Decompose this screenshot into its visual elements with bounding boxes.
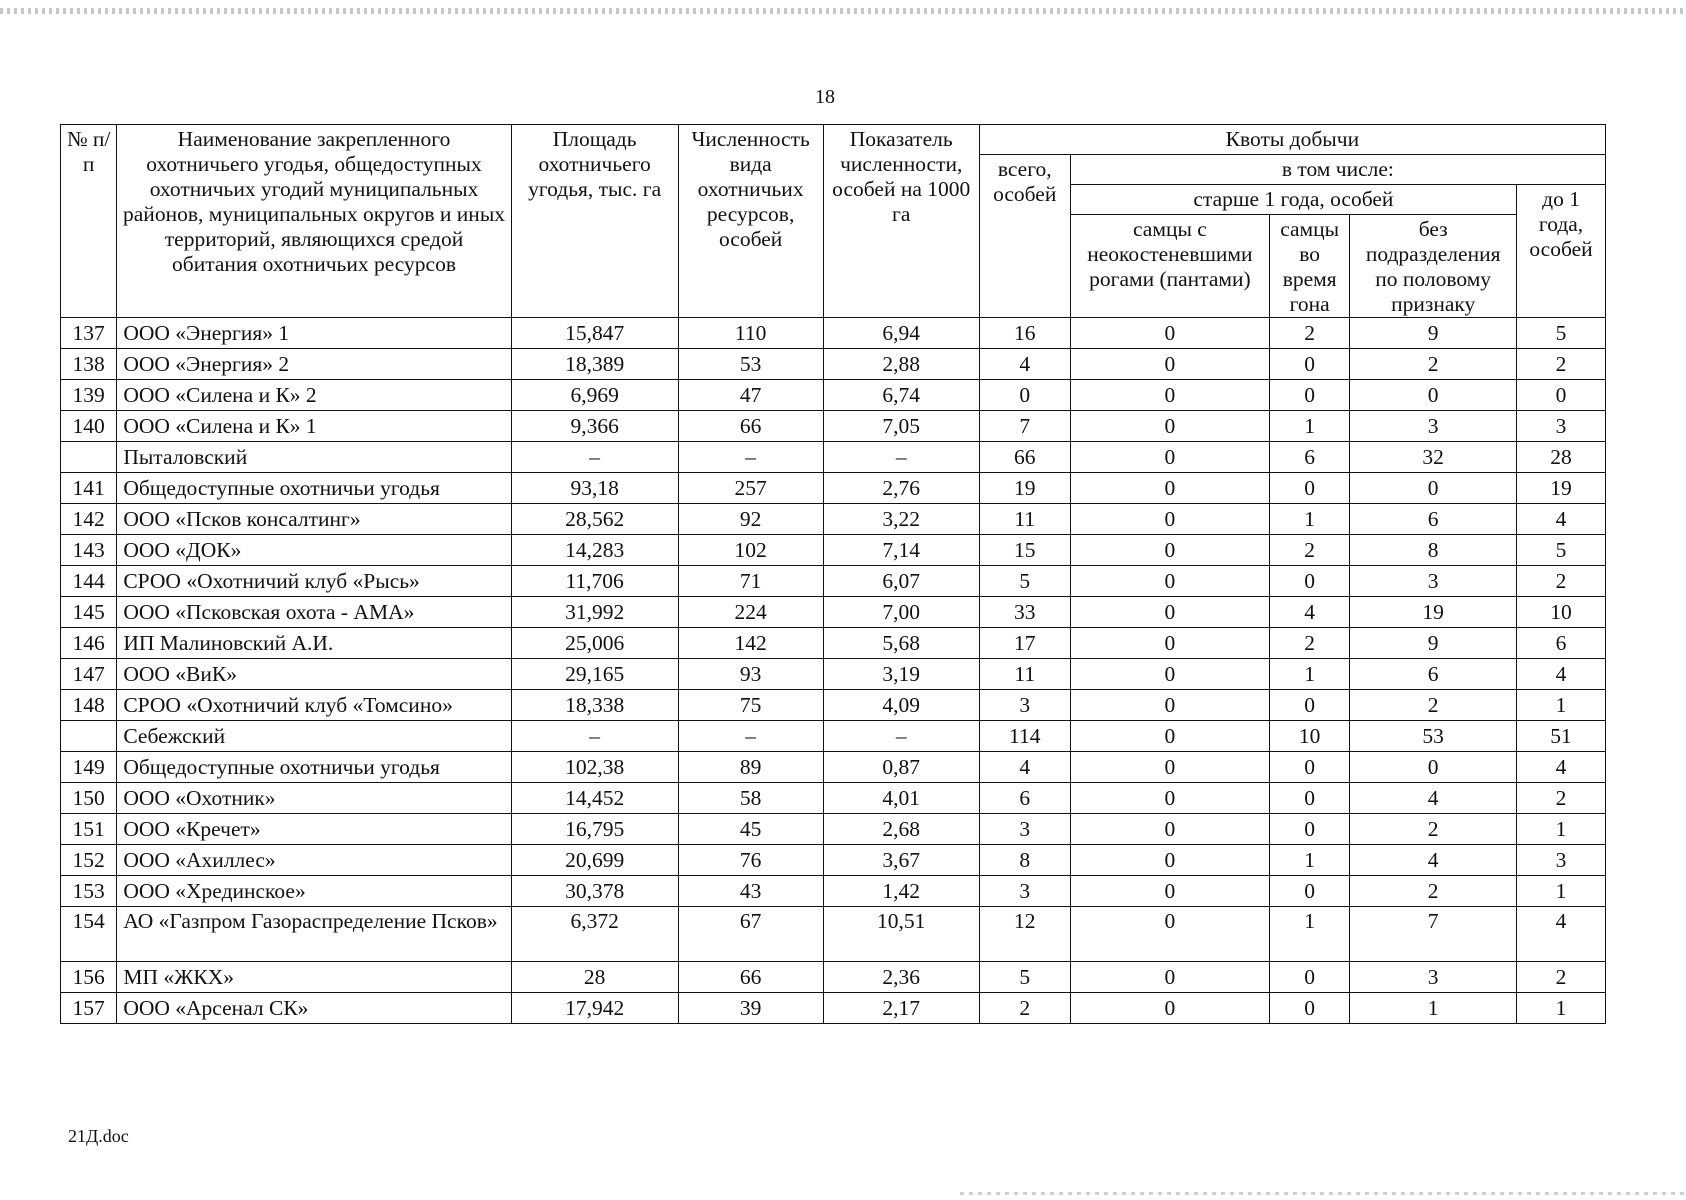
table-header xyxy=(61,125,1606,318)
cell-no-sex: 6 xyxy=(1350,504,1517,535)
cell-rut: 0 xyxy=(1270,876,1350,907)
header-num: № п/п xyxy=(61,125,117,318)
cell-num: 151 xyxy=(61,814,117,845)
table-row xyxy=(61,690,1606,721)
cell-density: 10,51 xyxy=(823,907,979,962)
cell-area: 14,452 xyxy=(511,783,678,814)
cell-population: – xyxy=(678,721,823,752)
cell-under-year: 5 xyxy=(1517,318,1606,349)
cell-rut: 0 xyxy=(1270,962,1350,993)
cell-density: 5,68 xyxy=(823,628,979,659)
header-under-year: до 1 года, особей xyxy=(1517,185,1606,318)
cell-num: 143 xyxy=(61,535,117,566)
cell-name: МП «ЖКХ» xyxy=(117,962,511,993)
cell-name: ООО «Энергия» 2 xyxy=(117,349,511,380)
cell-no-sex: 0 xyxy=(1350,380,1517,411)
cell-density: 2,17 xyxy=(823,993,979,1024)
cell-no-sex: 8 xyxy=(1350,535,1517,566)
cell-population: 58 xyxy=(678,783,823,814)
cell-total: 5 xyxy=(979,962,1070,993)
cell-total: 11 xyxy=(979,504,1070,535)
cell-total: 114 xyxy=(979,721,1070,752)
cell-density: 6,74 xyxy=(823,380,979,411)
table-row xyxy=(61,907,1606,962)
cell-num: 141 xyxy=(61,473,117,504)
cell-total: 0 xyxy=(979,380,1070,411)
cell-population: 66 xyxy=(678,411,823,442)
cell-under-year: 10 xyxy=(1517,597,1606,628)
cell-area: 6,969 xyxy=(511,380,678,411)
cell-velvet: 0 xyxy=(1070,411,1269,442)
table-row xyxy=(61,721,1606,752)
cell-name: СРОО «Охотничий клуб «Томсино» xyxy=(117,690,511,721)
cell-under-year: 3 xyxy=(1517,845,1606,876)
cell-density: 2,88 xyxy=(823,349,979,380)
cell-rut: 2 xyxy=(1270,628,1350,659)
cell-name: ООО «Энергия» 1 xyxy=(117,318,511,349)
table-row xyxy=(61,473,1606,504)
cell-under-year: 1 xyxy=(1517,814,1606,845)
cell-no-sex: 3 xyxy=(1350,566,1517,597)
cell-under-year: 2 xyxy=(1517,349,1606,380)
cell-total: 11 xyxy=(979,659,1070,690)
footer-filename: 21Д.doc xyxy=(68,1126,129,1146)
header-velvet: самцы с неокостеневшими рогами (пантами) xyxy=(1070,215,1269,318)
cell-no-sex: 2 xyxy=(1350,876,1517,907)
cell-name: ООО «Силена и К» 2 xyxy=(117,380,511,411)
cell-area: 25,006 xyxy=(511,628,678,659)
cell-area: 28 xyxy=(511,962,678,993)
cell-no-sex: 32 xyxy=(1350,442,1517,473)
cell-density: – xyxy=(823,721,979,752)
cell-population: 76 xyxy=(678,845,823,876)
cell-velvet: 0 xyxy=(1070,907,1269,962)
cell-total: 5 xyxy=(979,566,1070,597)
cell-no-sex: 4 xyxy=(1350,783,1517,814)
cell-name: ООО «Кречет» xyxy=(117,814,511,845)
cell-velvet: 0 xyxy=(1070,993,1269,1024)
cell-area: – xyxy=(511,721,678,752)
cell-rut: 0 xyxy=(1270,349,1350,380)
cell-density: 4,09 xyxy=(823,690,979,721)
cell-velvet: 0 xyxy=(1070,628,1269,659)
cell-under-year: 3 xyxy=(1517,411,1606,442)
cell-rut: 4 xyxy=(1270,597,1350,628)
cell-name: ООО «Псковская охота - АМА» xyxy=(117,597,511,628)
cell-density: 7,00 xyxy=(823,597,979,628)
table-row xyxy=(61,504,1606,535)
cell-no-sex: 2 xyxy=(1350,814,1517,845)
quota-table-container xyxy=(60,124,1606,1024)
cell-density: 3,67 xyxy=(823,845,979,876)
cell-area: 16,795 xyxy=(511,814,678,845)
table-row xyxy=(61,628,1606,659)
table-row xyxy=(61,783,1606,814)
table-row xyxy=(61,993,1606,1024)
table-row xyxy=(61,566,1606,597)
table-row xyxy=(61,814,1606,845)
cell-density: 7,14 xyxy=(823,535,979,566)
cell-density: 0,87 xyxy=(823,752,979,783)
cell-under-year: 51 xyxy=(1517,721,1606,752)
cell-area: – xyxy=(511,442,678,473)
cell-num: 154 xyxy=(61,907,117,962)
cell-no-sex: 9 xyxy=(1350,318,1517,349)
cell-population: 75 xyxy=(678,690,823,721)
cell-velvet: 0 xyxy=(1070,814,1269,845)
cell-density: 6,07 xyxy=(823,566,979,597)
header-no-sex: без подразделения по половому признаку xyxy=(1350,215,1517,318)
cell-density: 3,22 xyxy=(823,504,979,535)
table-row xyxy=(61,535,1606,566)
cell-name: Себежский xyxy=(117,721,511,752)
cell-no-sex: 2 xyxy=(1350,690,1517,721)
cell-num xyxy=(61,442,117,473)
cell-area: 14,283 xyxy=(511,535,678,566)
cell-area: 15,847 xyxy=(511,318,678,349)
cell-name: ООО «Силена и К» 1 xyxy=(117,411,511,442)
cell-population: 71 xyxy=(678,566,823,597)
cell-total: 12 xyxy=(979,907,1070,962)
cell-population: 110 xyxy=(678,318,823,349)
cell-num: 156 xyxy=(61,962,117,993)
cell-name: Пыталовский xyxy=(117,442,511,473)
cell-total: 4 xyxy=(979,752,1070,783)
cell-rut: 1 xyxy=(1270,845,1350,876)
cell-no-sex: 53 xyxy=(1350,721,1517,752)
cell-name: Общедоступные охотничьи угодья xyxy=(117,752,511,783)
cell-total: 8 xyxy=(979,845,1070,876)
cell-under-year: 1 xyxy=(1517,690,1606,721)
cell-density: 3,19 xyxy=(823,659,979,690)
scan-edge-top xyxy=(0,8,1686,14)
cell-population: 47 xyxy=(678,380,823,411)
cell-velvet: 0 xyxy=(1070,566,1269,597)
table-row xyxy=(61,597,1606,628)
cell-total: 3 xyxy=(979,690,1070,721)
cell-total: 19 xyxy=(979,473,1070,504)
cell-velvet: 0 xyxy=(1070,535,1269,566)
cell-no-sex: 0 xyxy=(1350,473,1517,504)
cell-velvet: 0 xyxy=(1070,380,1269,411)
cell-under-year: 4 xyxy=(1517,907,1606,962)
cell-rut: 0 xyxy=(1270,993,1350,1024)
cell-rut: 0 xyxy=(1270,473,1350,504)
cell-num: 153 xyxy=(61,876,117,907)
cell-velvet: 0 xyxy=(1070,597,1269,628)
cell-name: ООО «Охотник» xyxy=(117,783,511,814)
cell-velvet: 0 xyxy=(1070,876,1269,907)
cell-under-year: 6 xyxy=(1517,628,1606,659)
cell-num: 157 xyxy=(61,993,117,1024)
cell-rut: 1 xyxy=(1270,504,1350,535)
cell-rut: 1 xyxy=(1270,411,1350,442)
cell-total: 3 xyxy=(979,876,1070,907)
cell-under-year: 2 xyxy=(1517,783,1606,814)
cell-velvet: 0 xyxy=(1070,659,1269,690)
cell-population: 43 xyxy=(678,876,823,907)
cell-density: 2,36 xyxy=(823,962,979,993)
cell-density: 6,94 xyxy=(823,318,979,349)
cell-density: 2,68 xyxy=(823,814,979,845)
cell-area: 18,338 xyxy=(511,690,678,721)
cell-area: 29,165 xyxy=(511,659,678,690)
cell-total: 7 xyxy=(979,411,1070,442)
header-quotas: Квоты добычи xyxy=(979,125,1605,155)
cell-num: 150 xyxy=(61,783,117,814)
cell-name: ООО «Ахиллес» xyxy=(117,845,511,876)
cell-under-year: 19 xyxy=(1517,473,1606,504)
cell-name: ИП Малиновский А.И. xyxy=(117,628,511,659)
cell-population: 224 xyxy=(678,597,823,628)
cell-num: 142 xyxy=(61,504,117,535)
header-density: Показатель численности, особей на 1000 га xyxy=(823,125,979,318)
cell-velvet: 0 xyxy=(1070,504,1269,535)
header-population: Численность вида охотничьих ресурсов, особей xyxy=(678,125,823,318)
cell-no-sex: 19 xyxy=(1350,597,1517,628)
cell-no-sex: 7 xyxy=(1350,907,1517,962)
cell-area: 6,372 xyxy=(511,907,678,962)
cell-total: 16 xyxy=(979,318,1070,349)
cell-num: 146 xyxy=(61,628,117,659)
cell-rut: 1 xyxy=(1270,659,1350,690)
cell-name: СРОО «Охотничий клуб «Рысь» xyxy=(117,566,511,597)
cell-velvet: 0 xyxy=(1070,473,1269,504)
cell-velvet: 0 xyxy=(1070,690,1269,721)
cell-under-year: 4 xyxy=(1517,752,1606,783)
cell-under-year: 2 xyxy=(1517,566,1606,597)
cell-population: 93 xyxy=(678,659,823,690)
cell-rut: 2 xyxy=(1270,318,1350,349)
cell-under-year: 1 xyxy=(1517,993,1606,1024)
cell-population: 53 xyxy=(678,349,823,380)
cell-rut: 0 xyxy=(1270,783,1350,814)
cell-area: 20,699 xyxy=(511,845,678,876)
cell-num: 147 xyxy=(61,659,117,690)
scan-edge-bottom xyxy=(960,1192,1686,1195)
cell-area: 102,38 xyxy=(511,752,678,783)
cell-no-sex: 2 xyxy=(1350,349,1517,380)
cell-name: ООО «Арсенал СК» xyxy=(117,993,511,1024)
cell-no-sex: 3 xyxy=(1350,962,1517,993)
table-row xyxy=(61,962,1606,993)
cell-population: – xyxy=(678,442,823,473)
cell-total: 66 xyxy=(979,442,1070,473)
cell-num: 145 xyxy=(61,597,117,628)
cell-total: 4 xyxy=(979,349,1070,380)
cell-num: 144 xyxy=(61,566,117,597)
cell-under-year: 4 xyxy=(1517,659,1606,690)
cell-population: 67 xyxy=(678,907,823,962)
cell-velvet: 0 xyxy=(1070,349,1269,380)
cell-no-sex: 0 xyxy=(1350,752,1517,783)
cell-rut: 6 xyxy=(1270,442,1350,473)
cell-total: 2 xyxy=(979,993,1070,1024)
cell-velvet: 0 xyxy=(1070,962,1269,993)
cell-total: 17 xyxy=(979,628,1070,659)
cell-rut: 10 xyxy=(1270,721,1350,752)
table-row xyxy=(61,442,1606,473)
cell-rut: 2 xyxy=(1270,535,1350,566)
cell-under-year: 2 xyxy=(1517,962,1606,993)
cell-total: 3 xyxy=(979,814,1070,845)
cell-velvet: 0 xyxy=(1070,442,1269,473)
cell-velvet: 0 xyxy=(1070,721,1269,752)
cell-under-year: 5 xyxy=(1517,535,1606,566)
cell-total: 6 xyxy=(979,783,1070,814)
table-row xyxy=(61,845,1606,876)
table-row xyxy=(61,318,1606,349)
table-row xyxy=(61,411,1606,442)
cell-num: 139 xyxy=(61,380,117,411)
cell-num: 152 xyxy=(61,845,117,876)
cell-num xyxy=(61,721,117,752)
cell-name: АО «Газпром Газораспределение Псков» xyxy=(117,907,511,962)
cell-name: ООО «ДОК» xyxy=(117,535,511,566)
cell-no-sex: 6 xyxy=(1350,659,1517,690)
cell-num: 138 xyxy=(61,349,117,380)
cell-velvet: 0 xyxy=(1070,845,1269,876)
cell-population: 102 xyxy=(678,535,823,566)
cell-no-sex: 3 xyxy=(1350,411,1517,442)
cell-total: 15 xyxy=(979,535,1070,566)
cell-population: 257 xyxy=(678,473,823,504)
cell-population: 66 xyxy=(678,962,823,993)
cell-density: 4,01 xyxy=(823,783,979,814)
cell-area: 9,366 xyxy=(511,411,678,442)
cell-under-year: 28 xyxy=(1517,442,1606,473)
cell-no-sex: 1 xyxy=(1350,993,1517,1024)
cell-name: Общедоступные охотничьи угодья xyxy=(117,473,511,504)
cell-population: 45 xyxy=(678,814,823,845)
cell-num: 148 xyxy=(61,690,117,721)
cell-no-sex: 9 xyxy=(1350,628,1517,659)
cell-population: 39 xyxy=(678,993,823,1024)
table-row xyxy=(61,876,1606,907)
header-area: Площадь охотничьего угодья, тыс. га xyxy=(511,125,678,318)
cell-density: 2,76 xyxy=(823,473,979,504)
cell-under-year: 0 xyxy=(1517,380,1606,411)
cell-density: 1,42 xyxy=(823,876,979,907)
cell-name: ООО «Хрединское» xyxy=(117,876,511,907)
cell-area: 18,389 xyxy=(511,349,678,380)
cell-num: 149 xyxy=(61,752,117,783)
header-older: старше 1 года, особей xyxy=(1070,185,1516,215)
cell-rut: 0 xyxy=(1270,752,1350,783)
header-including: в том числе: xyxy=(1070,155,1605,185)
page-number: 18 xyxy=(815,86,835,108)
cell-name: ООО «ВиК» xyxy=(117,659,511,690)
table-body xyxy=(61,318,1606,1024)
cell-total: 33 xyxy=(979,597,1070,628)
cell-area: 31,992 xyxy=(511,597,678,628)
cell-name: ООО «Псков консалтинг» xyxy=(117,504,511,535)
cell-num: 137 xyxy=(61,318,117,349)
cell-rut: 1 xyxy=(1270,907,1350,962)
cell-under-year: 1 xyxy=(1517,876,1606,907)
cell-rut: 0 xyxy=(1270,566,1350,597)
cell-density: – xyxy=(823,442,979,473)
cell-num: 140 xyxy=(61,411,117,442)
table-row xyxy=(61,752,1606,783)
cell-population: 89 xyxy=(678,752,823,783)
cell-area: 28,562 xyxy=(511,504,678,535)
header-name: Наименование закрепленного охотничьего угодья, общедоступных охотничьих угодий муниципальных районов, муниципальных округов и иных территорий, являющихся средой обитания охотничьих ресурсов xyxy=(117,125,511,318)
cell-area: 17,942 xyxy=(511,993,678,1024)
cell-velvet: 0 xyxy=(1070,783,1269,814)
cell-population: 142 xyxy=(678,628,823,659)
cell-area: 11,706 xyxy=(511,566,678,597)
cell-area: 93,18 xyxy=(511,473,678,504)
cell-rut: 0 xyxy=(1270,814,1350,845)
cell-rut: 0 xyxy=(1270,690,1350,721)
header-total: всего, особей xyxy=(979,155,1070,318)
cell-velvet: 0 xyxy=(1070,318,1269,349)
cell-velvet: 0 xyxy=(1070,752,1269,783)
cell-no-sex: 4 xyxy=(1350,845,1517,876)
quota-table xyxy=(60,124,1606,1024)
table-row xyxy=(61,659,1606,690)
cell-population: 92 xyxy=(678,504,823,535)
cell-rut: 0 xyxy=(1270,380,1350,411)
table-row xyxy=(61,380,1606,411)
table-row xyxy=(61,349,1606,380)
cell-under-year: 4 xyxy=(1517,504,1606,535)
cell-area: 30,378 xyxy=(511,876,678,907)
header-rut: самцы во время гона xyxy=(1270,215,1350,318)
cell-density: 7,05 xyxy=(823,411,979,442)
